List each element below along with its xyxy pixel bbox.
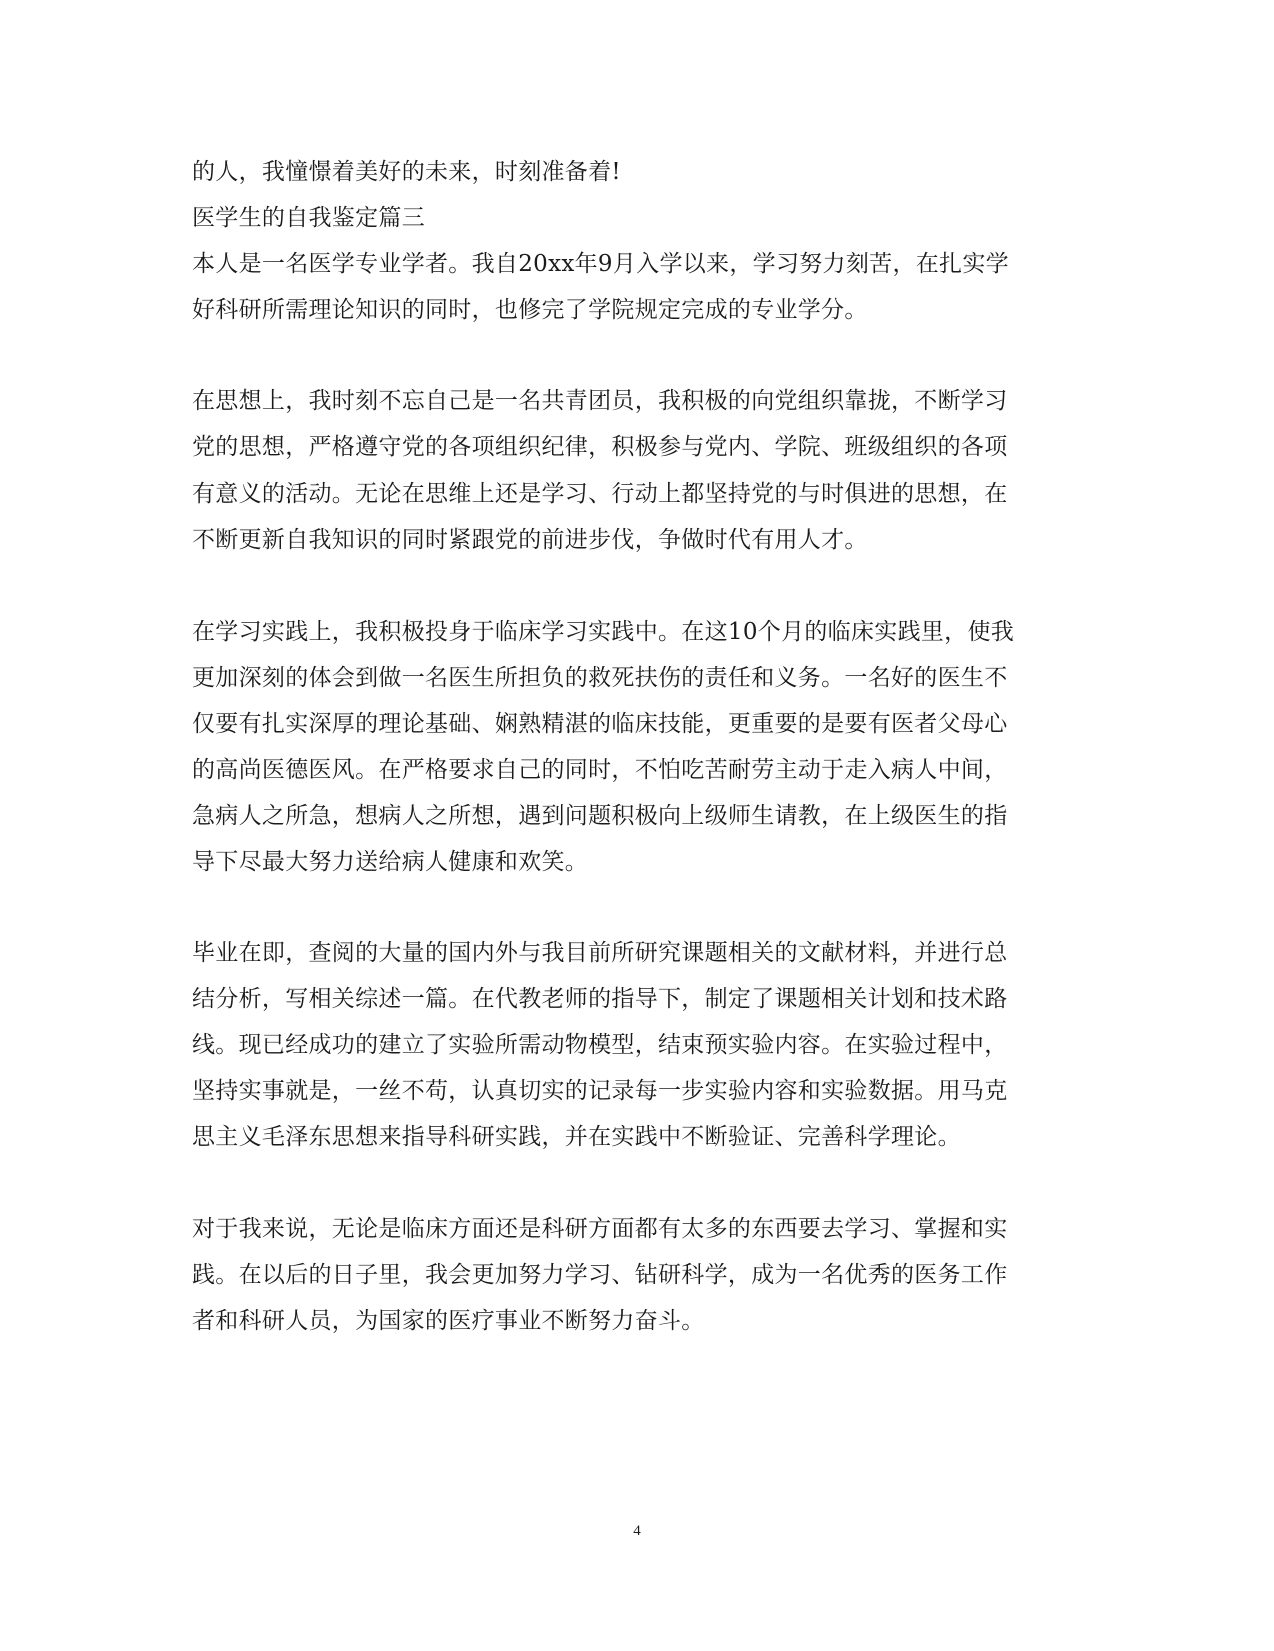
text-line: 党的思想，严格遵守党的各项组织纪律，积极参与党内、学院、班级组织的各项 [192, 434, 1008, 460]
text-line: 在思想上，我时刻不忘自己是一名共青团员，我积极的向党组织靠拢，不断学习 [192, 388, 1008, 414]
text-line: 导下尽最大努力送给病人健康和欢笑。 [192, 849, 589, 875]
text-line: 急病人之所急，想病人之所想，遇到问题积极向上级师生请教，在上级医生的指 [192, 803, 1008, 829]
text-line: 仅要有扎实深厚的理论基础、娴熟精湛的临床技能，更重要的是要有医者父母心 [192, 711, 1008, 737]
text-line: 在学习实践上，我积极投身于临床学习实践中。在这10个月的临床实践里，使我 [192, 619, 1015, 645]
text-line: 坚持实事就是，一丝不苟，认真切实的记录每一步实验内容和实验数据。用马克 [192, 1078, 1008, 1104]
text-line: 的人，我憧憬着美好的未来，时刻准备着! [192, 159, 621, 185]
text-line: 本人是一名医学专业学者。我自20xx年9月入学以来，学习努力刻苦，在扎实学 [192, 251, 1009, 277]
text-line: 对于我来说，无论是临床方面还是科研方面都有太多的东西要去学习、掌握和实 [192, 1216, 1008, 1242]
text-line: 践。在以后的日子里，我会更加努力学习、钻研科学，成为一名优秀的医务工作 [192, 1262, 1008, 1288]
text-line: 者和科研人员，为国家的医疗事业不断努力奋斗。 [192, 1308, 705, 1334]
text-line: 不断更新自我知识的同时紧跟党的前进步伐，争做时代有用人才。 [192, 527, 868, 553]
text-line: 有意义的活动。无论在思维上还是学习、行动上都坚持党的与时俱进的思想，在 [192, 481, 1008, 507]
text-line: 更加深刻的体会到做一名医生所担负的救死扶伤的责任和义务。一名好的医生不 [192, 665, 1008, 691]
text-line: 线。现已经成功的建立了实验所需动物模型，结束预实验内容。在实验过程中， [192, 1032, 1008, 1058]
text-line: 毕业在即，查阅的大量的国内外与我目前所研究课题相关的文献材料，并进行总 [192, 940, 1008, 966]
text-line: 的高尚医德医风。在严格要求自己的同时，不怕吃苦耐劳主动于走入病人中间， [192, 757, 1008, 783]
section-heading: 医学生的自我鉴定篇三 [192, 205, 425, 231]
text-line: 好科研所需理论知识的同时，也修完了学院规定完成的专业学分。 [192, 297, 868, 323]
text-line: 结分析，写相关综述一篇。在代教老师的指导下，制定了课题相关计划和技术路 [192, 986, 1008, 1012]
text-line: 思主义毛泽东思想来指导科研实践，并在实践中不断验证、完善科学理论。 [192, 1124, 961, 1150]
page-number: 4 [633, 1523, 641, 1539]
